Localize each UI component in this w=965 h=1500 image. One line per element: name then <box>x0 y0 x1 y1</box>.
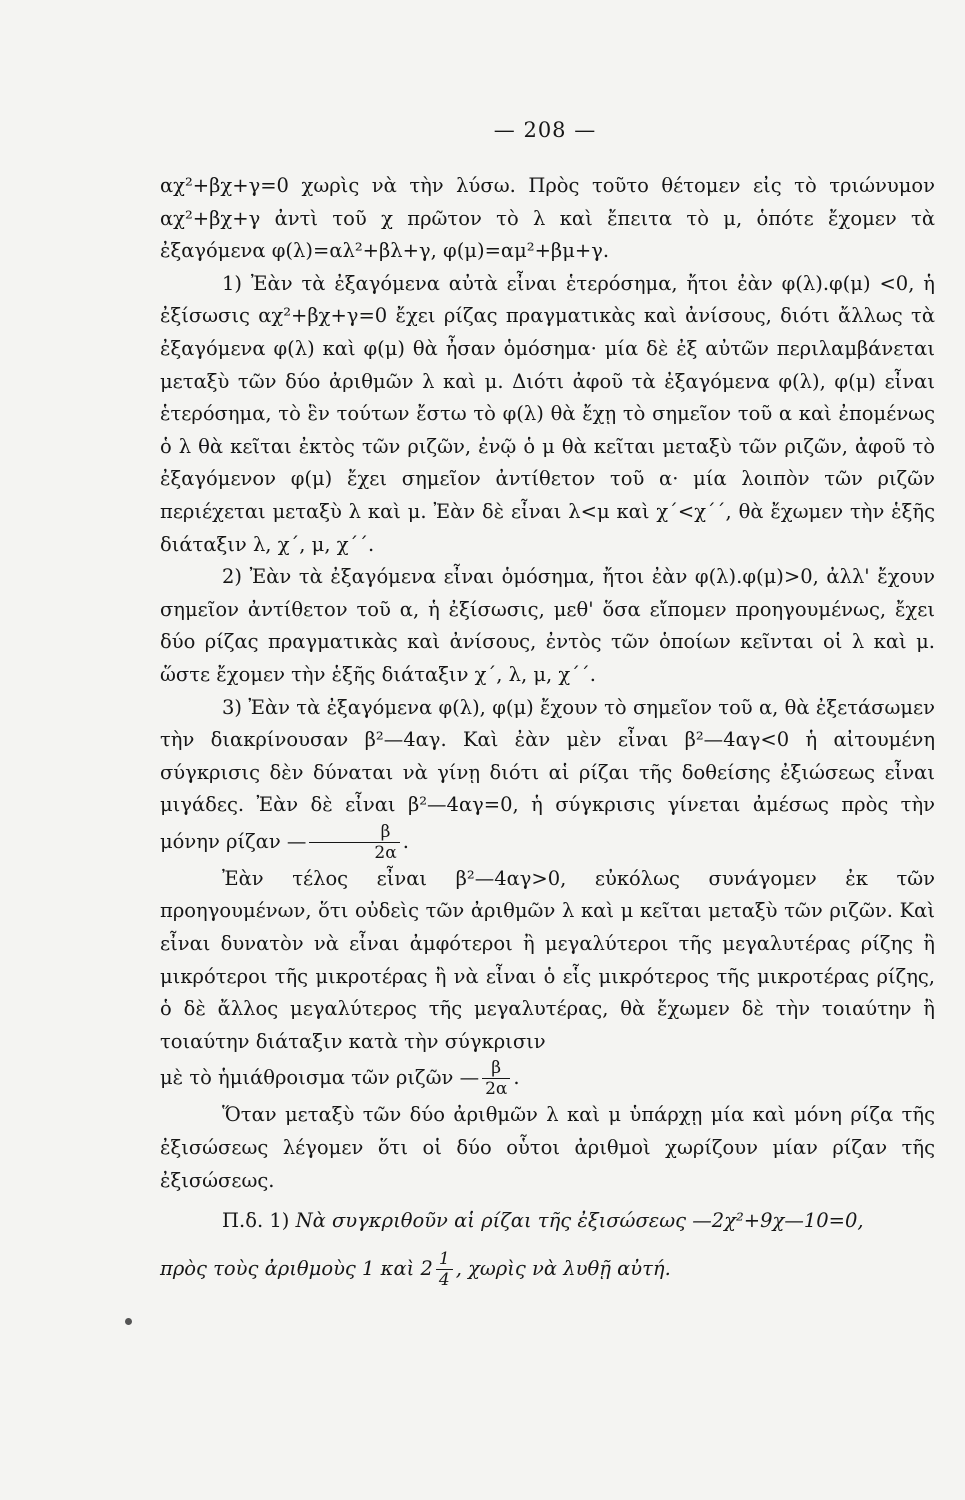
example-continued-pre: πρὸς τοὺς ἀριθμοὺς 1 καὶ 2 <box>160 1257 433 1281</box>
paragraph-intro <box>160 170 935 268</box>
paragraph-half-sum <box>160 1058 935 1099</box>
half-sum-fraction-sign: — <box>459 1066 480 1090</box>
fraction-denominator: 4 <box>438 1270 450 1291</box>
fraction-denominator: 2α <box>485 1079 508 1100</box>
case-3-fraction-sign: — <box>286 829 307 853</box>
half-sum-end: . <box>513 1066 520 1090</box>
intro-line-3: ἔχομεν τὰ ἐξαγόμενα φ(λ)=αλ²+βλ+γ, φ(μ)=αμ²+βμ+γ. <box>160 206 935 263</box>
paragraph-case-1: 1) Ἐὰν τὰ ἐξαγόμενα αὐτὰ εἶναι ἑτερόσημα, ἤτοι ἐὰν φ(λ).φ(μ) <0, ἡ ἐξίσωσις αχ²+βχ+γ=0 ἔχει ρίζας πραγματικὰς καὶ ἀνίσους, διότι ἄλλως τὰ ἐξαγόμενα φ(λ) καὶ φ(μ) θὰ ἦσαν ὁμόσημα· μία δὲ ἐξ αὐτῶν περιλαμβάνεται μεταξὺ τῶν δύο ἀριθμῶν λ καὶ μ. Διότι ἀφοῦ τὰ ἐξαγόμενα φ(λ), φ(μ) εἶναι ἑτερόσημα, τὸ ἓν τούτων ἔστω τὸ φ(λ) θὰ ἔχῃ τὸ σημεῖον τοῦ α καὶ ἐπομένως ὁ λ θὰ κεῖται ἐκτὸς τῶν ριζῶν, ἐνῷ ὁ μ θὰ κεῖται μεταξὺ τῶν ριζῶν, ἀφοῦ τὸ ἐξαγόμενον φ(μ) ἔχει σημεῖον ἀντίθετον τοῦ α· μία λοιπὸν τῶν ριζῶν περιέχεται μεταξὺ λ καὶ μ. Ἐὰν δὲ εἶναι λ<μ καὶ χ΄<χ΄΄, θὰ ἔχωμεν τὴν ἑξῆς διάταξιν λ, χ΄, μ, χ΄΄. <box>160 271 935 556</box>
fraction-one-quarter <box>436 1249 453 1290</box>
intro-line-2: τριώνυμον αχ²+βχ+γ ἀντὶ τοῦ χ πρῶτον τὸ λ καὶ ἔπειτα τὸ μ, ὁπότε <box>160 174 935 230</box>
fraction-numerator: 1 <box>436 1249 453 1270</box>
case-4-text: Ἐὰν τέλος εἶναι β²—4αγ>0, εὐκόλως συνάγομεν ἐκ τῶν προηγουμένων, ὅτι οὐδεὶς τῶν ἀριθμῶν λ καὶ μ κεῖται μεταξὺ τῶν ριζῶν. Καὶ εἶναι δυνατὸν νὰ εἶναι ἀμφότεροι ἢ μεγαλύτεροι τῆς μεγαλυτέρας ρίζης ἢ μικρότεροι τῆς μικροτέρας ἢ νὰ εἶναι ὁ εἷς μικρότερος τῆς μικροτέρας ρίζης, ὁ δὲ ἄλλος μεγαλύτερος τῆς μεγαλυτέρας, θὰ ἔχωμεν δὲ τὴν τοιαύτην ἢ τοιαύτην διάταξιν κατὰ τὴν σύγκρισιν <box>160 866 935 1053</box>
case-3-text: 3) Ἐὰν τὰ ἐξαγόμενα φ(λ), φ(μ) ἔχουν τὸ σημεῖον τοῦ α, θὰ ἐξετάσωμεν τὴν διακρίνουσαν β²—4αγ. Καὶ ἐὰν μὲν εἶναι β²—4αγ<0 ἡ αἰτουμένη σύγκρισις δὲν δύναται νὰ γίνῃ διότι αἱ ρίζαι τῆς δοθείσης ἐξιώσεως εἶναι μιγάδες. Ἐὰν δὲ εἶναι β²—4αγ=0, ἡ σύγκρισις γίνεται ἀμέσως πρὸς τὴν μόνην ρίζαν <box>160 695 935 853</box>
example-continued-post: , χωρὶς νὰ λυθῇ αὐτή. <box>455 1257 671 1281</box>
fraction-beta-over-2alpha <box>309 822 399 863</box>
paragraph-case-2: 2) Ἐὰν τὰ ἐξαγόμενα εἶναι ὁμόσημα, ἤτοι ἐὰν φ(λ).φ(μ)>0, ἀλλ' ἔχουν σημεῖον ἀντίθετον τοῦ α, ἡ ἐξίσωσις, μεθ' ὅσα εἴπομεν προηγουμένως, ἔχει δύο ρίζας πραγματικὰς καὶ ἀνίσους, ἐντὸς τῶν ὁποίων κεῖνται οἱ λ καὶ μ. ὥστε ἔχομεν τὴν ἑξῆς διάταξιν χ΄, λ, μ, χ΄΄. <box>160 565 935 686</box>
intro-line-1: αχ²+βχ+γ=0 χωρὶς νὰ τὴν λύσω. Πρὸς τοῦτο θέτομεν εἰς τὸ <box>160 174 817 197</box>
paragraph-example <box>160 1197 935 1245</box>
fraction-denominator: 2α <box>374 842 397 863</box>
fraction-numerator: β <box>482 1058 510 1079</box>
fraction-numerator: β <box>309 822 399 843</box>
paragraph-case-3 <box>160 692 935 863</box>
page-body <box>160 170 935 1293</box>
example-text: Νὰ συγκριθοῦν αἱ ρίζαι τῆς ἐξισώσεως —2χ²+9χ—10=0, <box>295 1209 864 1233</box>
paragraph-separating-definition: Ὅταν μεταξὺ τῶν δύο ἀριθμῶν λ καὶ μ ὑπάρχῃ μία καὶ μόνη ρίζα τῆς ἐξισώσεως λέγομεν ὅτι οἱ δύο οὗτοι ἀριθμοὶ χωρίζουν μίαν ρίζαν τῆς ἐξισώσεως. <box>160 1103 935 1192</box>
case-3-end: . <box>402 829 409 853</box>
half-sum-text: μὲ τὸ ἡμιάθροισμα τῶν ριζῶν <box>160 1066 454 1090</box>
page-number: — 208 — <box>493 118 597 142</box>
margin-dot <box>125 1318 132 1325</box>
paragraph-example-continued <box>160 1245 935 1293</box>
paragraph-case-positive-discriminant <box>160 863 935 1059</box>
example-label: Π.δ. 1) <box>222 1209 290 1233</box>
fraction-half-sum <box>482 1058 510 1099</box>
